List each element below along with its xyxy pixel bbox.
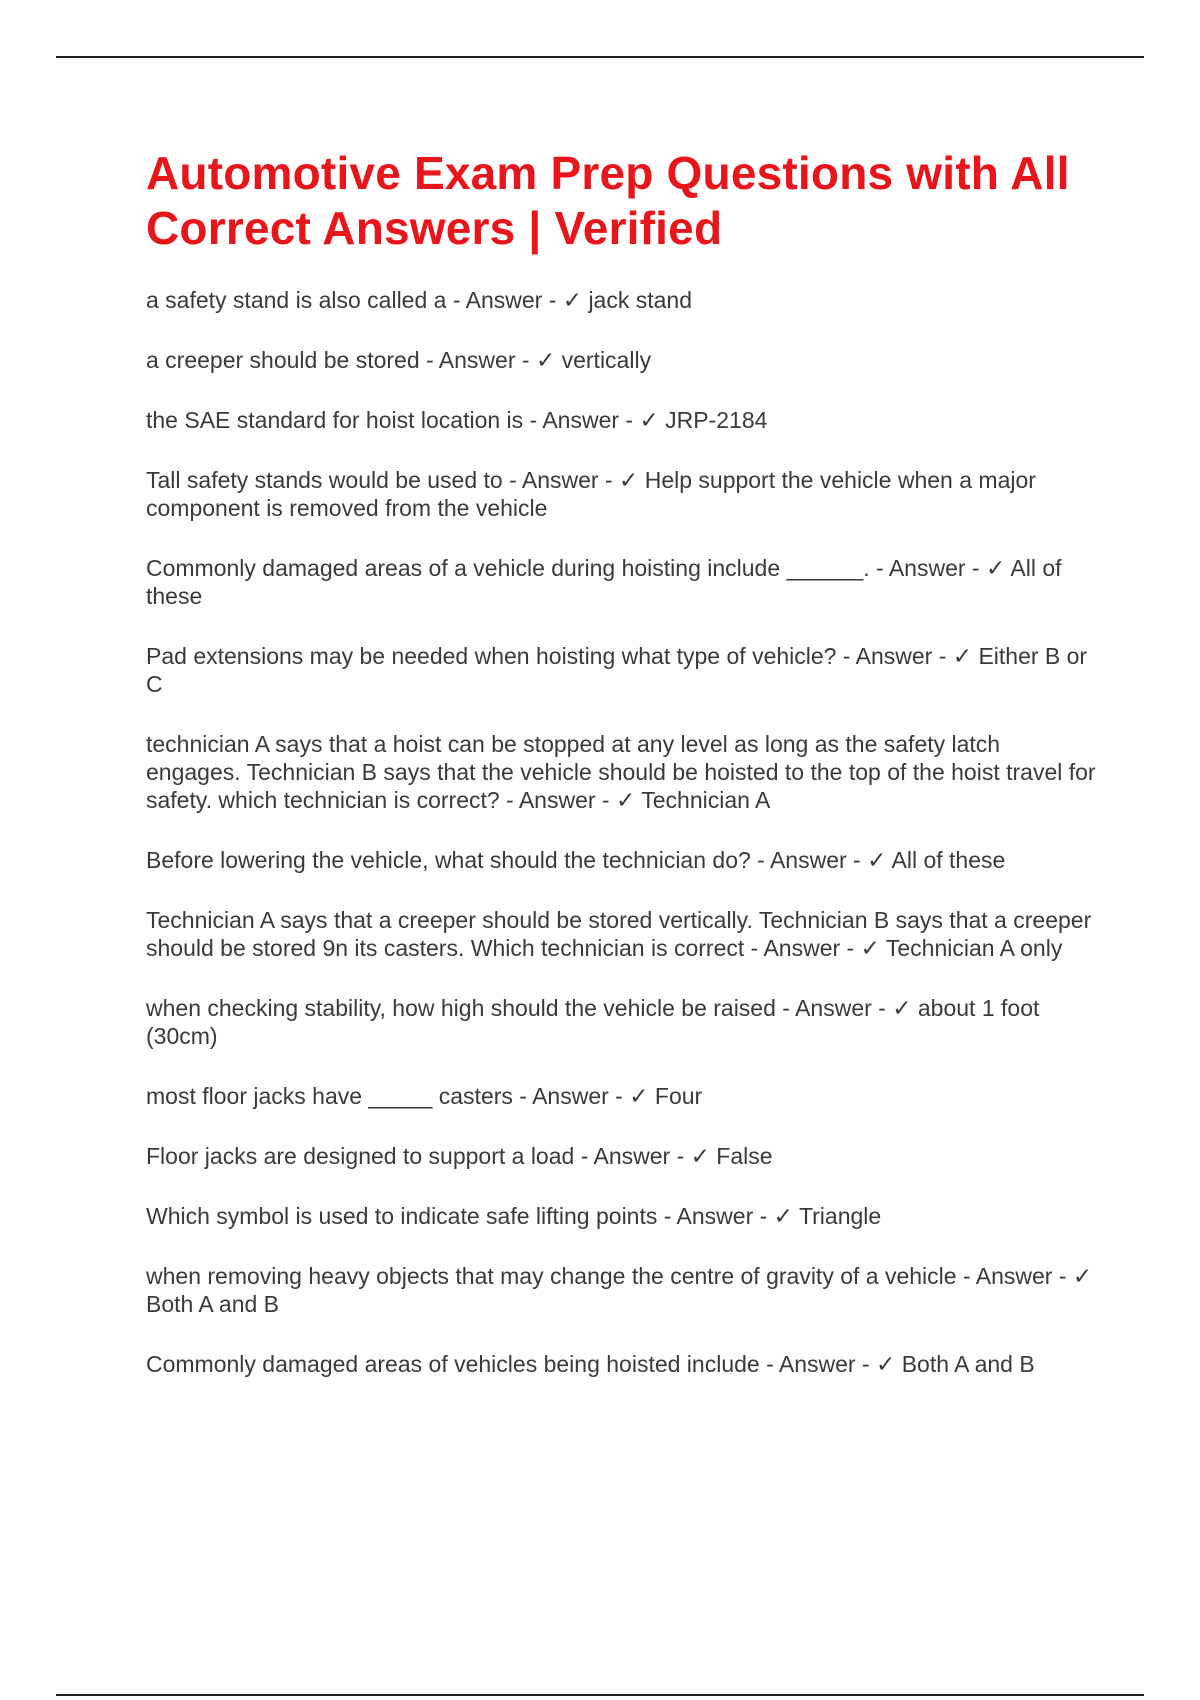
checkmark-icon: ✓: [535, 347, 556, 373]
checkmark-icon: ✓: [615, 787, 636, 813]
answer-text: vertically: [561, 347, 652, 373]
answer-text: about 1 foot (30cm): [146, 995, 1040, 1049]
checkmark-icon: ✓: [639, 407, 659, 433]
question-text: when checking stability, how high should the vehicle be raised: [146, 995, 776, 1021]
question-text: a safety stand is also called a: [146, 287, 447, 313]
checkmark-icon: ✓: [562, 287, 583, 313]
qa-item: [146, 554, 1096, 610]
qa-item: [146, 1142, 1096, 1170]
answer-text: All of these: [891, 847, 1006, 873]
question-text: Tall safety stands would be used to: [146, 467, 503, 493]
answer-separator: - Answer -: [836, 643, 953, 669]
checkmark-icon: ✓: [619, 467, 639, 493]
answer-separator: - Answer -: [512, 1083, 630, 1109]
checkmark-icon: ✓: [1072, 1263, 1093, 1289]
checkmark-icon: ✓: [985, 555, 1006, 581]
question-text: technician A says that a hoist can be stopped at any level as long as the safety latch engages. Technician B says that the vehicle should be hoisted to the top of the hoist travel for safety. which technician is correct?: [146, 731, 1096, 813]
checkmark-icon: ✓: [892, 995, 912, 1021]
answer-separator: - Answer -: [499, 787, 616, 813]
answer-separator: - Answer -: [750, 847, 868, 873]
top-rule: [56, 56, 1144, 58]
qa-item: [146, 1262, 1096, 1318]
qa-item: [146, 346, 1096, 374]
checkmark-icon: ✓: [860, 935, 880, 961]
document-title: Automotive Exam Prep Questions with All Correct Answers | Verified: [146, 147, 1070, 254]
checkmark-icon: ✓: [867, 847, 887, 873]
question-text: Pad extensions may be needed when hoisting what type of vehicle?: [146, 643, 837, 669]
qa-item: [146, 1082, 1096, 1110]
question-text: Before lowering the vehicle, what should the technician do?: [146, 847, 751, 873]
answer-separator: - Answer -: [419, 347, 536, 373]
checkmark-icon: ✓: [690, 1143, 710, 1169]
answer-separator: - Answer -: [446, 287, 563, 313]
answer-separator: - Answer -: [869, 555, 986, 581]
answer-text: Technician A: [641, 787, 771, 813]
answer-separator: - Answer -: [502, 467, 620, 493]
answer-text: jack stand: [588, 287, 692, 313]
qa-item: [146, 994, 1096, 1050]
checkmark-icon: ✓: [876, 1351, 896, 1377]
qa-item: [146, 1202, 1096, 1230]
checkmark-icon: ✓: [629, 1083, 649, 1109]
question-text: a creeper should be stored: [146, 347, 420, 373]
question-text: the SAE standard for hoist location is: [146, 407, 524, 433]
answer-text: Triangle: [798, 1203, 882, 1229]
qa-item: [146, 286, 1096, 314]
document-body: [146, 146, 1096, 1410]
checkmark-icon: ✓: [773, 1203, 793, 1229]
question-text: Commonly damaged areas of a vehicle during hoisting include ______.: [146, 555, 870, 581]
answer-text: JRP-2184: [665, 407, 768, 433]
answer-separator: - Answer -: [956, 1263, 1073, 1289]
answer-text: Four: [654, 1083, 703, 1109]
question-text: Which symbol is used to indicate safe lifting points: [146, 1203, 658, 1229]
bottom-rule: [56, 1694, 1144, 1696]
question-text: most floor jacks have _____ casters: [146, 1083, 513, 1109]
answer-separator: - Answer -: [523, 407, 640, 433]
answer-text: Either B or C: [146, 643, 1088, 697]
qa-item: [146, 466, 1096, 522]
answer-text: False: [716, 1143, 773, 1169]
answer-separator: - Answer -: [574, 1143, 691, 1169]
qa-list: [146, 286, 1096, 1378]
question-text: Commonly damaged areas of vehicles being hoisted include: [146, 1351, 760, 1377]
answer-text: Both A and B: [901, 1351, 1035, 1377]
question-text: when removing heavy objects that may change the centre of gravity of a vehicle: [146, 1263, 957, 1289]
answer-text: Technician A only: [885, 935, 1063, 961]
question-text: Floor jacks are designed to support a load: [146, 1143, 575, 1169]
answer-text: Help support the vehicle when a major component is removed from the vehicle: [146, 467, 1036, 521]
answer-separator: - Answer -: [775, 995, 893, 1021]
answer-separator: - Answer -: [759, 1351, 877, 1377]
qa-item: [146, 642, 1096, 698]
answer-separator: - Answer -: [657, 1203, 774, 1229]
answer-separator: - Answer -: [744, 935, 861, 961]
qa-item: [146, 406, 1096, 434]
answer-text: All of these: [146, 555, 1062, 609]
qa-item: [146, 906, 1096, 962]
qa-item: [146, 1350, 1096, 1378]
question-text: Technician A says that a creeper should be stored vertically. Technician B says that a creeper should be stored 9n its casters. Which technician is correct: [146, 907, 1092, 961]
answer-text: Both A and B: [146, 1291, 280, 1317]
qa-item: [146, 730, 1096, 814]
qa-item: [146, 846, 1096, 874]
checkmark-icon: ✓: [952, 643, 973, 669]
